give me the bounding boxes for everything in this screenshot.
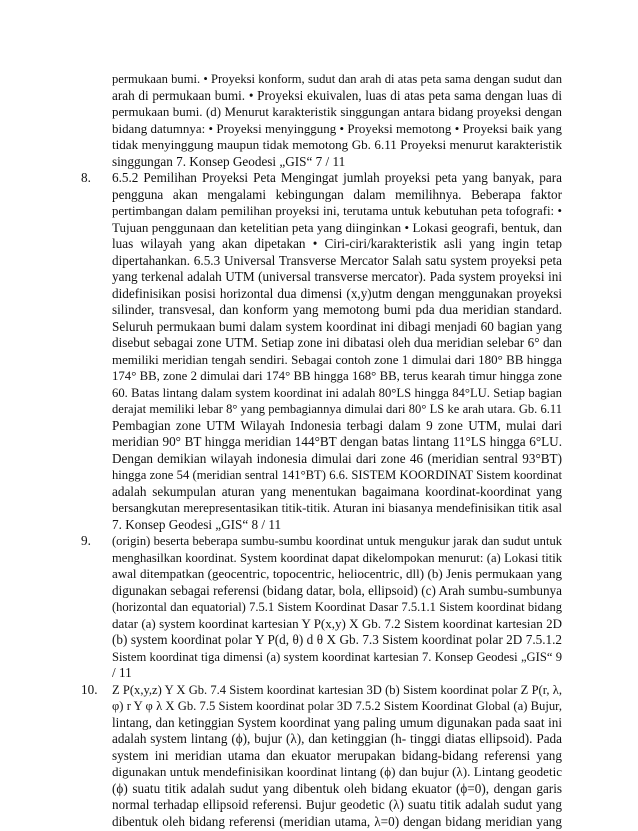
list-item-line: (horizontal dan equatorial) 7.5.1 Sistem Koordinat Dasar 7.5.1.1 Sistem koordinat bidang — [112, 600, 562, 614]
list-item-number: 9. — [81, 533, 91, 548]
list-item-line: disebut sebagai zone UTM. Setiap zone ini dibatasi oleh dua meridian selebar 6° dan — [112, 335, 562, 350]
list-item-line: hingga zone 54 (meridian sentral 141°BT) 6.6. SISTEM KOORDINAT Sistem koordinat — [112, 468, 562, 482]
intro-line: permukaan bumi. (d) Menurut karakteristik singgungan antara bidang proyeksi dengan — [112, 104, 562, 119]
list-item-line: (origin) beserta beberapa sumbu-sumbu koordinat untuk mengukur jarak dan sudut untuk — [112, 534, 562, 548]
list-item-line: meridian 90° BT hingga meridian 144°BT dengan batas lintang 11°LS hingga 6°LU. — [112, 434, 562, 449]
list-item-number: 8. — [81, 170, 91, 185]
intro-line: singgungan 7. Konsep Geodesi „GIS“ 7 / 11 — [112, 154, 346, 169]
list-item-line: (ϕ) suatu titik adalah sudut yang dibentuk oleh bidang ekuator (ϕ=0), dengan garis — [112, 781, 562, 796]
list-item-line: dibentuk oleh bidang referensi (meridian utama, λ=0) dengan bidang meridian yang — [112, 814, 562, 829]
list-item-line: datar (a) system koordinat kartesian Y P(x,y) X Gb. 7.2 Sistem koordinat kartesian 2D — [112, 616, 562, 631]
list-item-line: φ) r Y φ λ X Gb. 7.5 Sistem koordinat polar 3D 7.5.2 Sistem Koordinat Global (a) Bujur, — [112, 699, 562, 713]
list-item-number: 10. — [81, 682, 98, 697]
list-item-line: pengguna akan mengalami kebingungan dalam memilihnya. Beberapa faktor — [112, 187, 562, 202]
list-item-line: / 11 — [112, 665, 132, 680]
list-item-line: 60. Batas lintang dalam system koordinat ini adalah 80°LS hingga 84°LU. Setiap bagian — [112, 386, 562, 400]
list-item-line: pertimbangan dalam pemilihan proyeksi ini, terutama untuk kebutuhan peta tofografi: • — [112, 204, 562, 218]
list-item-line: menghasilkan koordinat. System koordinat dapat dikelompokan menurut: (a) Lokasi titik — [112, 551, 562, 565]
list-item-line: silinder, transvesal, dan konform yang memotong bumi pda dua meridian standard. — [112, 302, 562, 317]
list-item-line: 174° BB, zone 2 dimulai dari 174° BB hingga 168° BB, terus kearah timur hingga zone — [112, 369, 562, 383]
list-item-line: adalah sekumpulan aturan yang menentukan bagaimana koordinat-koordinat yang — [112, 484, 562, 499]
list-item-line: Tujuan penggunaan dan ketelitian peta yang diinginkan • Lokasi geografi, bentuk, dan — [112, 220, 562, 235]
list-item-line: Z P(x,y,z) Y X Gb. 7.4 Sistem koordinat kartesian 3D (b) Sistem koordinat polar Z P(r, λ, — [112, 683, 562, 697]
list-item-line: 6.5.2 Pemilihan Proyeksi Peta Mengingat jumlah proyeksi peta yang banyak, para — [112, 170, 562, 185]
list-item-line: derajat memiliki lebar 8° yang pembagiannya dimulai dari 80° LS ke arah utara. Gb. 6.11 — [112, 402, 562, 416]
list-item-line: memiliki meridian tengah sendiri. Sebagai contoh zone 1 dimulai dari 180° BB hingga — [112, 352, 562, 367]
list-item-line: normal terhadap ellipsoid referensi. Bujur geodetic (λ) suatu titik adalah sudut yang — [112, 797, 562, 812]
list-item-line: bersangkutan merepresentasikan titik-titik. Aturan ini biasanya mendefinisikan titik asal — [112, 501, 562, 515]
list-item-line: Pembagian zone UTM Wilayah Indonesia terbagi dalam 9 zone UTM, mulai dari — [112, 418, 562, 433]
intro-line: bidang datumnya: • Proyeksi menyinggung • Proyeksi memotong • Proyeksi baik yang — [112, 121, 562, 136]
intro-line: tidak menyinggung maupun tidak memotong Gb. 6.11 Proyeksi menurut karakteristik — [112, 137, 562, 152]
list-item-line: dipertahankan. 6.5.3 Universal Transverse Mercator Salah satu system proyeksi peta — [112, 253, 562, 268]
list-item-line: adalah system lintang (ϕ), bujur (λ), dan ketinggian (h- tinggi diatas ellipsoid). Pada — [112, 731, 562, 746]
list-item-line: system ini meridian utama dan ekuator merupakan bidang-bidang referensi yang — [112, 748, 562, 763]
list-item-line: 7. Konsep Geodesi „GIS“ 8 / 11 — [112, 517, 282, 532]
intro-line: permukaan bumi. • Proyeksi konform, sudut dan arah di atas peta sama dengan sudut dan — [112, 72, 562, 86]
list-item-line: Seluruh permukaan bumi dalam system koordinat ini dibagi menjadi 60 bagian yang — [112, 319, 562, 334]
list-item-line: awal ditempatkan (geocentric, topocentric, heliocentric, dll) (b) Jenis permukaan yang — [112, 566, 562, 581]
list-item-line: didefinisikan posisi horizontal dua dimensi (x,y)utm dengan menggunakan proyeksi — [112, 286, 562, 301]
list-item-line: digunakan sebagai referensi (bidang datar, bola, ellipsoid) (c) Arah sumbu-sumbunya — [112, 583, 562, 598]
list-item-line: Dengan demikian wilayah indonesia dimulai dari zone 46 (meridian sentral 93°BT) — [112, 451, 562, 466]
list-item-line: Sistem koordinat tiga dimensi (a) system koordinat kartesian 7. Konsep Geodesi „GIS“ 9 — [112, 650, 562, 664]
list-item-line: (b) system koordinat polar Y P(d, θ) d θ X Gb. 7.3 Sistem koordinat polar 2D 7.5.1.2 — [112, 632, 562, 647]
list-item-line: digunakan untuk mendefinisikan koordinat lintang (ϕ) dan bujur (λ). Lintang geodetic — [112, 764, 562, 779]
list-item-line: yang terkenal adalah UTM (universal transverse mercator). Pada system proyeksi ini — [112, 269, 562, 284]
list-item-line: lintang, dan ketinggian System koordinat yang paling umum digunakan pada saat ini — [112, 715, 562, 730]
list-item-line: luas wilayah yang akan dipetakan • Ciri-ciri/karakteristik asli yang ingin tetap — [112, 236, 562, 251]
intro-line: arah di permukaan bumi. • Proyeksi ekuivalen, luas di atas peta sama dengan luas di — [112, 88, 562, 103]
